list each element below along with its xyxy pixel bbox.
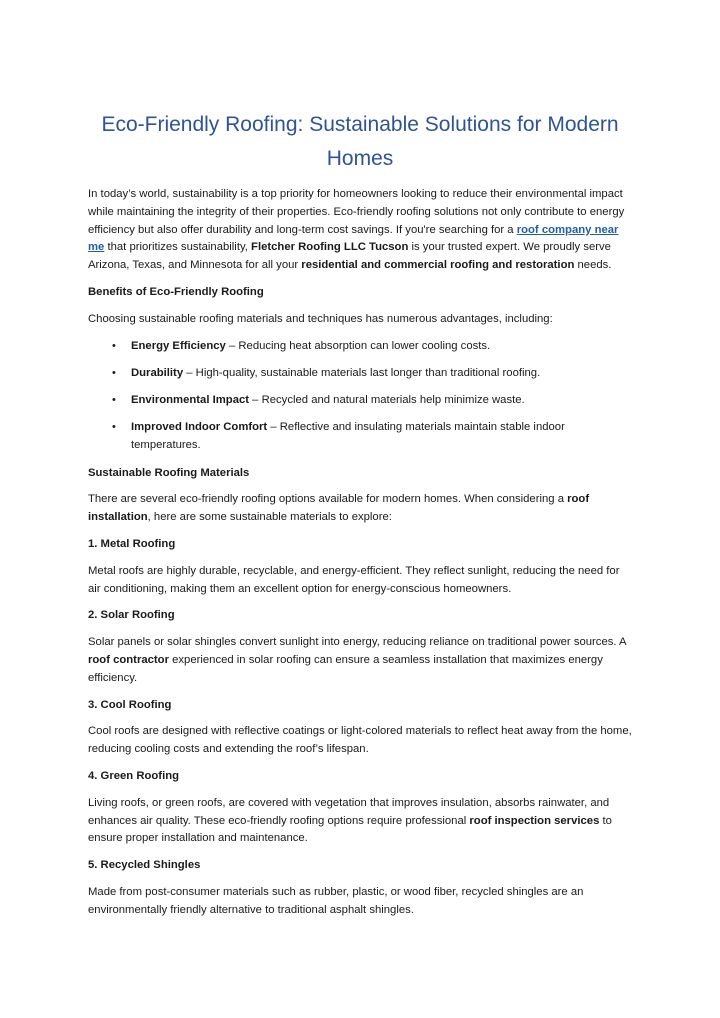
metal-roofing-heading: 1. Metal Roofing	[88, 537, 176, 550]
materials-text-1: There are several eco-friendly roofing options available for modern homes. When considering a	[88, 493, 568, 506]
roof-installation-emphasis: roof installation	[88, 493, 590, 524]
cool-roofing-heading: 3. Cool Roofing	[88, 698, 172, 711]
recycled-shingles-paragraph: Made from post-consumer materials such as rubber, plastic, or wood fiber, recycled shingles are an environmentally friendly alternative to traditional asphalt shingles.	[88, 885, 584, 916]
solar-text-1: Solar panels or solar shingles convert sunlight into energy, reducing reliance on traditional power sources. A	[88, 636, 626, 649]
intro-text-2: that prioritizes sustainability,	[104, 241, 252, 254]
list-item-term: Environmental Impact	[131, 394, 250, 407]
solar-text-2: experienced in solar roofing can ensure a seamless installation that maximizes energy efficiency.	[88, 653, 603, 684]
services-emphasis: residential and commercial roofing and restoration	[301, 259, 575, 272]
list-item	[112, 338, 632, 356]
list-item	[112, 365, 632, 383]
list-item	[112, 419, 632, 455]
green-text-2: to ensure proper installation and maintenance.	[88, 814, 612, 845]
roof-company-near-me-link[interactable]: roof company near me	[88, 223, 619, 254]
list-item-desc: – High-quality, sustainable materials last longer than traditional roofing.	[183, 366, 541, 379]
solar-roofing-heading: 2. Solar Roofing	[88, 609, 175, 622]
page-title: Eco-Friendly Roofing: Sustainable Solutions for Modern Homes	[101, 113, 619, 170]
green-roofing-heading: 4. Green Roofing	[88, 769, 180, 782]
list-item-term: Energy Efficiency	[131, 339, 226, 352]
materials-paragraph	[88, 491, 632, 527]
bullet-icon: •	[112, 366, 116, 379]
bullet-icon: •	[112, 421, 116, 434]
solar-roofing-paragraph	[88, 634, 632, 687]
materials-text-2: , here are some sustainable materials to explore:	[147, 511, 392, 524]
intro-paragraph	[88, 186, 632, 275]
bullet-icon: •	[112, 339, 116, 352]
roof-contractor-emphasis: roof contractor	[88, 653, 169, 666]
intro-text-4: needs.	[574, 259, 612, 272]
list-item-desc: – Recycled and natural materials help minimize waste.	[249, 394, 525, 407]
list-item-term: Improved Indoor Comfort	[131, 421, 268, 434]
list-item-desc: – Reflective and insulating materials maintain stable indoor temperatures.	[131, 421, 565, 452]
benefits-heading: Benefits of Eco-Friendly Roofing	[88, 285, 264, 298]
materials-heading: Sustainable Roofing Materials	[88, 466, 250, 479]
benefits-lead: Choosing sustainable roofing materials and techniques has numerous advantages, including:	[88, 312, 553, 325]
list-item-term: Durability	[131, 366, 184, 379]
list-item	[112, 392, 632, 410]
company-name: Fletcher Roofing LLC Tucson	[251, 241, 409, 254]
intro-text-1: In today’s world, sustainability is a top priority for homeowners looking to reduce their environmental impact while maintaining the integrity of their properties. Eco-friendly roofing solutions not only contribute to energy efficiency but also offer durability and long-term cost savings. If you're searching for a	[88, 188, 625, 236]
intro-text-3: is your trusted expert. We proudly serve Arizona, Texas, and Minnesota for all your	[88, 241, 611, 272]
cool-roofing-paragraph: Cool roofs are designed with reflective coatings or light-colored materials to reflect heat away from the home, reducing cooling costs and extending the roof’s lifespan.	[88, 725, 632, 756]
benefits-list	[88, 338, 632, 455]
green-text-1: Living roofs, or green roofs, are covered with vegetation that improves insulation, absorbs rainwater, and enhances air quality. These eco-friendly roofing options require professional	[88, 796, 610, 827]
bullet-icon: •	[112, 394, 116, 407]
list-item-desc: – Reducing heat absorption can lower cooling costs.	[225, 339, 491, 352]
roof-inspection-emphasis: roof inspection services	[469, 814, 600, 827]
green-roofing-paragraph	[88, 795, 632, 848]
metal-roofing-paragraph: Metal roofs are highly durable, recyclable, and energy-efficient. They reflect sunlight, reducing the need for air conditioning, making them an excellent option for energy-conscious homeowners.	[88, 564, 620, 595]
recycled-shingles-heading: 5. Recycled Shingles	[88, 859, 201, 872]
